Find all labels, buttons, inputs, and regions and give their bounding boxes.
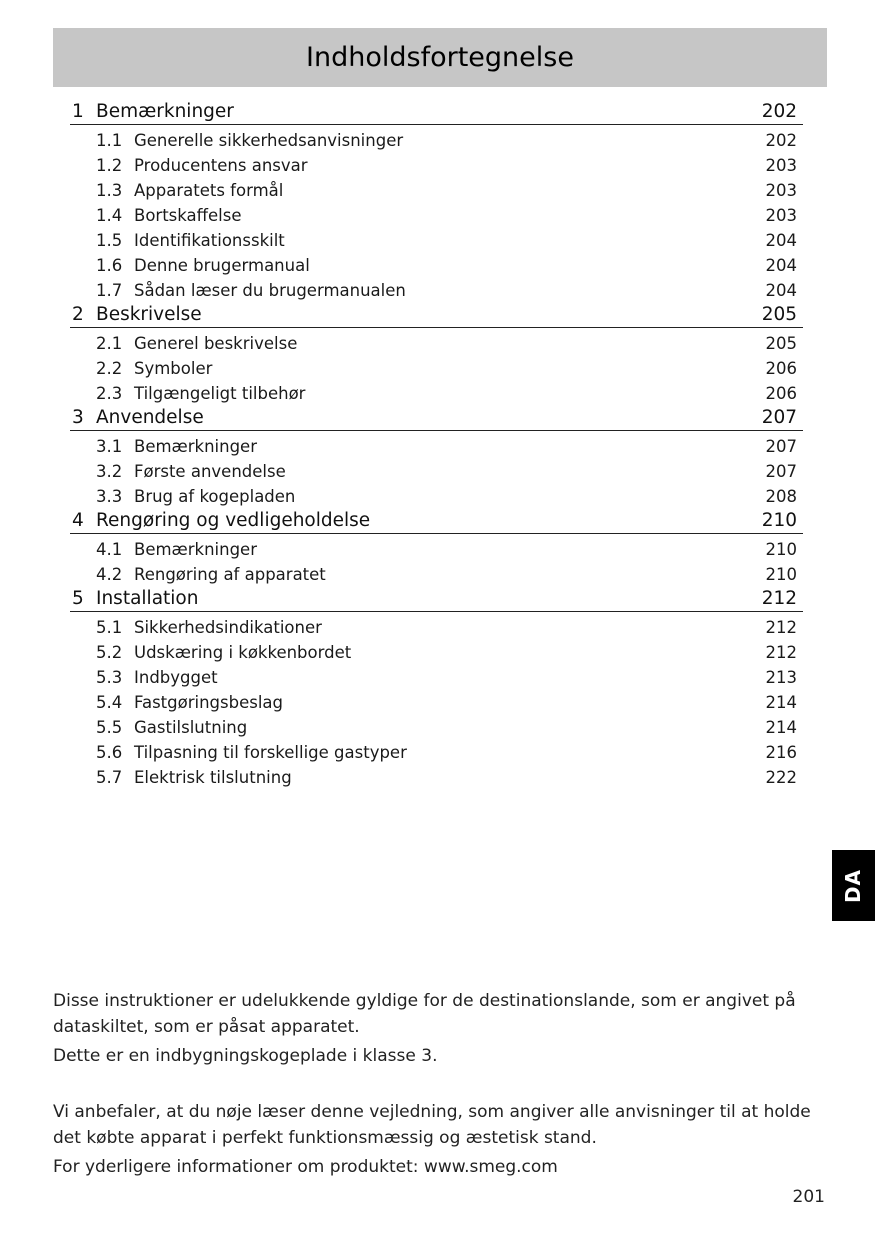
toc-subsection-heading xyxy=(96,256,310,275)
toc-subsection-page: 213 xyxy=(765,668,797,687)
toc-subsection-number: 5.3 xyxy=(96,668,123,687)
toc-subsection-title: Producentens ansvar xyxy=(134,156,308,175)
toc-subsection-page: 207 xyxy=(765,437,797,456)
toc-subsection-title: Symboler xyxy=(134,359,213,378)
toc-subsection-number: 3.3 xyxy=(96,487,123,506)
toc-chapter-number: 1 xyxy=(72,101,84,122)
toc-subsection-number: 2.1 xyxy=(96,334,123,353)
toc-subsection-number: 5.2 xyxy=(96,643,123,662)
table-of-contents xyxy=(70,100,803,790)
toc-subsection-page: 203 xyxy=(765,181,797,200)
toc-subsection-number: 5.4 xyxy=(96,693,123,712)
toc-subsection-list xyxy=(70,125,803,303)
toc-subsection-page: 212 xyxy=(765,618,797,637)
toc-subsection-heading xyxy=(96,206,242,225)
toc-subsection-title: Tilpasning til forskellige gastyper xyxy=(134,743,407,762)
toc-subsection-page: 204 xyxy=(765,231,797,250)
toc-chapter-page: 205 xyxy=(761,304,797,325)
toc-chapter[interactable] xyxy=(70,303,803,328)
language-tab-label: DA xyxy=(841,868,866,903)
note-paragraph: Disse instruktioner er udelukkende gyldige for de destinationslande, som er angivet på dataskiltet, som er påsat apparatet. xyxy=(53,991,796,1037)
toc-subsection-title: Apparatets formål xyxy=(134,181,284,200)
toc-chapter-title: Rengøring og vedligeholdelse xyxy=(96,510,371,531)
toc-chapter-heading xyxy=(72,99,234,124)
toc-subsection-title: Sikkerhedsindikationer xyxy=(134,618,322,637)
toc-subsection-title: Bemærkninger xyxy=(134,540,257,559)
title-bar xyxy=(53,28,827,87)
toc-subsection-page: 202 xyxy=(765,131,797,150)
toc-subsection-heading xyxy=(96,359,212,378)
toc-subsection[interactable] xyxy=(70,765,803,790)
toc-subsection-number: 1.4 xyxy=(96,206,123,225)
toc-subsection-heading xyxy=(96,618,322,637)
toc-subsection-number: 1.2 xyxy=(96,156,123,175)
toc-subsection-heading xyxy=(96,668,218,687)
toc-subsection-title: Bemærkninger xyxy=(134,437,257,456)
toc-subsection-list xyxy=(70,612,803,790)
toc-subsection-number: 5.6 xyxy=(96,743,123,762)
toc-subsection[interactable] xyxy=(70,331,803,356)
toc-subsection[interactable] xyxy=(70,278,803,303)
toc-subsection-heading xyxy=(96,384,305,403)
toc-subsection-page: 203 xyxy=(765,206,797,225)
toc-subsection-number: 1.3 xyxy=(96,181,123,200)
toc-subsection-page: 207 xyxy=(765,462,797,481)
toc-subsection[interactable] xyxy=(70,690,803,715)
toc-subsection-heading xyxy=(96,487,295,506)
toc-subsection-page: 214 xyxy=(765,718,797,737)
toc-subsection-title: Rengøring af apparatet xyxy=(134,565,326,584)
toc-chapter-number: 3 xyxy=(72,407,84,428)
toc-subsection-heading xyxy=(96,156,308,175)
toc-subsection-number: 1.5 xyxy=(96,231,123,250)
toc-subsection[interactable] xyxy=(70,665,803,690)
toc-subsection-heading xyxy=(96,643,351,662)
toc-subsection[interactable] xyxy=(70,484,803,509)
toc-subsection[interactable] xyxy=(70,640,803,665)
toc-subsection-number: 1.6 xyxy=(96,256,123,275)
toc-subsection-title: Identifikationsskilt xyxy=(134,231,285,250)
page-number: 201 xyxy=(792,1187,825,1207)
toc-subsection-page: 206 xyxy=(765,359,797,378)
toc-subsection-heading xyxy=(96,334,297,353)
toc-subsection[interactable] xyxy=(70,740,803,765)
toc-subsection[interactable] xyxy=(70,178,803,203)
toc-chapter-page: 207 xyxy=(761,407,797,428)
toc-chapter-page: 202 xyxy=(761,101,797,122)
toc-subsection-number: 5.7 xyxy=(96,768,123,787)
toc-subsection-page: 210 xyxy=(765,540,797,559)
toc-subsection[interactable] xyxy=(70,253,803,278)
toc-subsection-heading xyxy=(96,693,283,712)
toc-chapter[interactable] xyxy=(70,100,803,125)
toc-subsection[interactable] xyxy=(70,562,803,587)
toc-subsection-heading xyxy=(96,437,257,456)
toc-subsection[interactable] xyxy=(70,459,803,484)
toc-subsection-heading xyxy=(96,231,285,250)
toc-subsection-number: 2.3 xyxy=(96,384,123,403)
toc-chapter-heading xyxy=(72,302,202,327)
toc-subsection-heading xyxy=(96,565,326,584)
toc-chapter-number: 4 xyxy=(72,510,84,531)
toc-chapter-heading xyxy=(72,405,204,430)
toc-subsection-heading xyxy=(96,743,407,762)
toc-subsection-title: Denne brugermanual xyxy=(134,256,310,275)
toc-subsection[interactable] xyxy=(70,381,803,406)
toc-chapter-number: 5 xyxy=(72,588,84,609)
toc-subsection-number: 5.5 xyxy=(96,718,123,737)
toc-subsection-heading xyxy=(96,281,406,300)
toc-subsection-page: 206 xyxy=(765,384,797,403)
language-tab xyxy=(832,850,875,921)
toc-chapter-title: Installation xyxy=(96,588,199,609)
note-paragraph: Vi anbefaler, at du nøje læser denne vejledning, som angiver alle anvisninger til at holde det købte apparat i perfekt funktionsmæssig og æstetisk stand. xyxy=(53,1102,811,1148)
toc-subsection[interactable] xyxy=(70,228,803,253)
toc-subsection[interactable] xyxy=(70,434,803,459)
toc-subsection[interactable] xyxy=(70,153,803,178)
toc-subsection[interactable] xyxy=(70,537,803,562)
toc-subsection-title: Indbygget xyxy=(134,668,218,687)
toc-chapter-page: 210 xyxy=(761,510,797,531)
toc-subsection-page: 204 xyxy=(765,256,797,275)
toc-chapter-heading xyxy=(72,508,370,533)
toc-subsection-heading xyxy=(96,718,247,737)
toc-subsection-title: Bortskaffelse xyxy=(134,206,242,225)
toc-subsection-number: 1.7 xyxy=(96,281,123,300)
toc-subsection-number: 5.1 xyxy=(96,618,123,637)
toc-subsection-page: 222 xyxy=(765,768,797,787)
toc-subsection-page: 205 xyxy=(765,334,797,353)
toc-subsection-title: Tilgængeligt tilbehør xyxy=(134,384,306,403)
toc-subsection-title: Generel beskrivelse xyxy=(134,334,298,353)
recommendation-notes xyxy=(53,1099,813,1183)
toc-chapter-page: 212 xyxy=(761,588,797,609)
toc-subsection-title: Sådan læser du brugermanualen xyxy=(134,281,406,300)
toc-subsection[interactable] xyxy=(70,356,803,381)
toc-subsection-page: 203 xyxy=(765,156,797,175)
toc-subsection-page: 208 xyxy=(765,487,797,506)
toc-subsection-number: 4.2 xyxy=(96,565,123,584)
toc-chapter-number: 2 xyxy=(72,304,84,325)
toc-subsection-heading xyxy=(96,768,292,787)
toc-subsection-number: 3.1 xyxy=(96,437,123,456)
toc-subsection[interactable] xyxy=(70,203,803,228)
toc-subsection[interactable] xyxy=(70,128,803,153)
validity-notes xyxy=(53,988,813,1072)
toc-subsection-page: 210 xyxy=(765,565,797,584)
toc-subsection-title: Elektrisk tilslutning xyxy=(134,768,292,787)
toc-subsection-heading xyxy=(96,181,283,200)
toc-subsection-number: 3.2 xyxy=(96,462,123,481)
toc-subsection-title: Brug af kogepladen xyxy=(134,487,296,506)
toc-chapter-title: Beskrivelse xyxy=(96,304,202,325)
toc-subsection-title: Gastilslutning xyxy=(134,718,248,737)
toc-subsection-number: 2.2 xyxy=(96,359,123,378)
toc-chapter[interactable] xyxy=(70,406,803,431)
page-title: Indholdsfortegnelse xyxy=(306,42,574,73)
toc-chapter[interactable] xyxy=(70,587,803,612)
toc-subsection[interactable] xyxy=(70,715,803,740)
toc-subsection-heading xyxy=(96,462,286,481)
toc-chapter-heading xyxy=(72,586,198,611)
toc-subsection-page: 212 xyxy=(765,643,797,662)
toc-subsection-number: 4.1 xyxy=(96,540,123,559)
toc-subsection-heading xyxy=(96,540,257,559)
toc-chapter-title: Bemærkninger xyxy=(96,101,234,122)
toc-subsection[interactable] xyxy=(70,615,803,640)
toc-subsection-page: 216 xyxy=(765,743,797,762)
toc-subsection-list xyxy=(70,534,803,587)
toc-subsection-list xyxy=(70,431,803,509)
toc-chapter-title: Anvendelse xyxy=(96,407,204,428)
toc-subsection-page: 204 xyxy=(765,281,797,300)
toc-subsection-title: Generelle sikkerhedsanvisninger xyxy=(134,131,404,150)
toc-subsection-page: 214 xyxy=(765,693,797,712)
toc-subsection-title: Fastgøringsbeslag xyxy=(134,693,284,712)
note-paragraph: For yderligere informationer om produktet: www.smeg.com xyxy=(53,1157,558,1177)
toc-chapter[interactable] xyxy=(70,509,803,534)
toc-subsection-list xyxy=(70,328,803,406)
toc-subsection-heading xyxy=(96,131,403,150)
note-paragraph: Dette er en indbygningskogeplade i klasse 3. xyxy=(53,1046,438,1066)
toc-subsection-title: Første anvendelse xyxy=(134,462,286,481)
toc-subsection-number: 1.1 xyxy=(96,131,123,150)
toc-subsection-title: Udskæring i køkkenbordet xyxy=(134,643,352,662)
